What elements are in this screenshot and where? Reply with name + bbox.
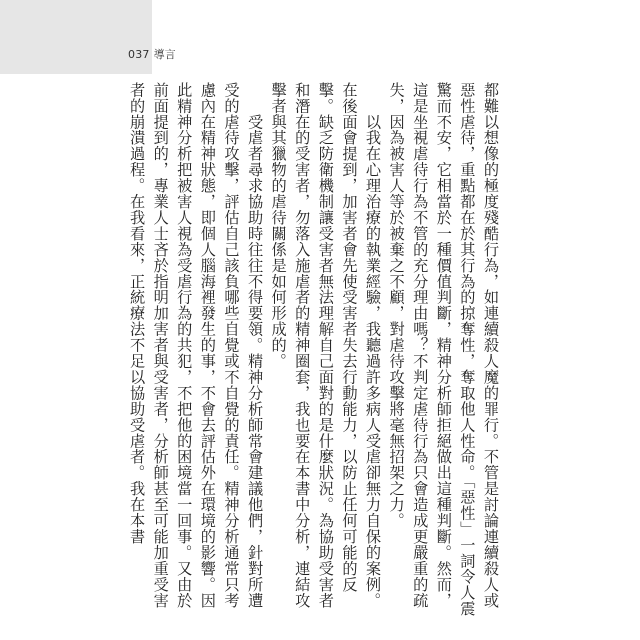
running-header (0, 46, 176, 74)
paragraph-indent (364, 82, 382, 114)
paragraph-2-text: 以我在心理治療的執業經驗，我聽過許多病人受虐卻無力自保的案例。在後面會提到，加害者會先使受害者失去行動能力，以防止任何可能的反擊。缺乏防衛機制讓受害者無法理解自己面對的是什麼狀況。為協助受害者和潛在的受害者，勿落入施虐者的精神圈套，我也要在本書中分析，連結攻擊者與其獵物的虐待關係是如何形成的。 (269, 82, 383, 609)
paragraph-1 (384, 82, 502, 622)
vertical-text-column (122, 82, 502, 622)
paragraph-1-text: 都難以想像的極度殘酷行為，如連續殺人魔的罪行。不管是討論連續殺人或惡性虐待，重點都在於其行為的掠奪性，奪取他人性命。「惡性」一詞令人震驚而不安，它相當於一種價值判斷，精神分析師拒絕做出這種判斷。然而，這是坐視虐待行為不管的充分理由嗎？不判定虐待行為只會造成更嚴重的疏失，因為被害人等於被棄之不顧，對虐待攻擊將毫無招架之力。 (387, 82, 500, 617)
paragraph-2 (266, 82, 384, 622)
paragraph-3-text: 受虐者尋求協助時往往不得要領。精神分析師常會建議他們，針對所遭受的虐待攻擊，評估自己該負哪些自覺或不自覺的責任。精神分析通常只考慮內在精神狀態，即個人腦海裡發生的事，不會去評估外在環境的影響。因此精神分析把被害人視為受虐行為的共犯，不把他的困境當一回事。又由於前面提到的，專業人士吝於指明加害者與受害者，分析師甚至可能加重受害者的崩潰過程。在我看來，正統療法不足以協助受虐者。我在本書 (128, 82, 265, 609)
header-tab (0, 0, 176, 74)
section-title: 導言 (153, 48, 176, 61)
page-body (122, 82, 502, 622)
page-number: 037 (128, 47, 150, 61)
paragraph-indent (246, 82, 264, 114)
paragraph-3 (125, 82, 267, 622)
